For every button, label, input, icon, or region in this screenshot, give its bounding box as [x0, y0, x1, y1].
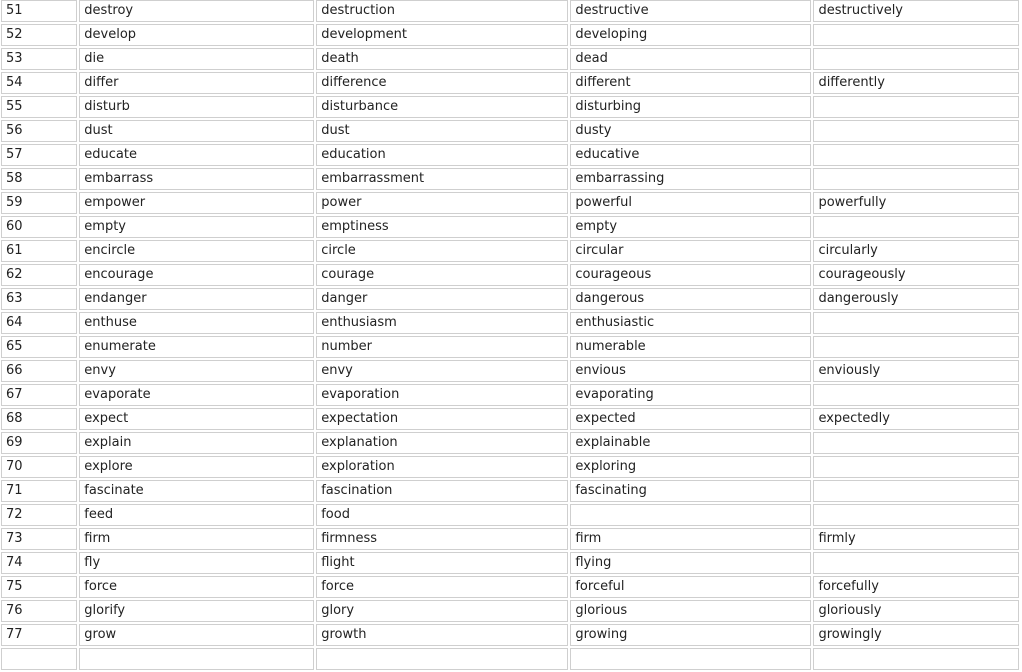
- table-row: [1, 384, 1019, 406]
- row-number-cell: 56: [1, 120, 77, 142]
- adjective-cell: growing: [570, 624, 811, 646]
- table-row: [1, 0, 1019, 22]
- table-row: [1, 504, 1019, 526]
- table-row: [1, 168, 1019, 190]
- noun-cell: evaporation: [316, 384, 568, 406]
- adverb-cell: enviously: [813, 360, 1019, 382]
- verb-cell: differ: [79, 72, 314, 94]
- row-number-cell: 66: [1, 360, 77, 382]
- row-number-cell: 58: [1, 168, 77, 190]
- row-number-cell: 76: [1, 600, 77, 622]
- adjective-cell: evaporating: [570, 384, 811, 406]
- adjective-cell: expected: [570, 408, 811, 430]
- adverb-cell: growingly: [813, 624, 1019, 646]
- noun-cell: flight: [316, 552, 568, 574]
- verb-cell: disturb: [79, 96, 314, 118]
- table-row: [1, 600, 1019, 622]
- verb-cell: explain: [79, 432, 314, 454]
- row-number-cell: 61: [1, 240, 77, 262]
- noun-cell: dust: [316, 120, 568, 142]
- verb-cell: feed: [79, 504, 314, 526]
- adverb-cell: [813, 432, 1019, 454]
- row-number-cell: 74: [1, 552, 77, 574]
- table-row: [1, 48, 1019, 70]
- table-row: [1, 192, 1019, 214]
- adverb-cell: expectedly: [813, 408, 1019, 430]
- verb-cell: glorify: [79, 600, 314, 622]
- row-number-cell: 73: [1, 528, 77, 550]
- noun-cell: power: [316, 192, 568, 214]
- noun-cell: firmness: [316, 528, 568, 550]
- adjective-cell: disturbing: [570, 96, 811, 118]
- adjective-cell: envious: [570, 360, 811, 382]
- row-number-cell: 69: [1, 432, 77, 454]
- verb-cell: destroy: [79, 0, 314, 22]
- adjective-cell: circular: [570, 240, 811, 262]
- table-row: [1, 96, 1019, 118]
- table-row: [1, 312, 1019, 334]
- adjective-cell: educative: [570, 144, 811, 166]
- row-number-cell: 62: [1, 264, 77, 286]
- table-row: [1, 24, 1019, 46]
- table-row: [1, 408, 1019, 430]
- verb-cell: educate: [79, 144, 314, 166]
- adverb-cell: [813, 480, 1019, 502]
- verb-cell: enumerate: [79, 336, 314, 358]
- verb-cell: [79, 648, 314, 670]
- adjective-cell: dangerous: [570, 288, 811, 310]
- row-number-cell: 65: [1, 336, 77, 358]
- adverb-cell: [813, 168, 1019, 190]
- noun-cell: circle: [316, 240, 568, 262]
- row-number-cell: 53: [1, 48, 77, 70]
- adverb-cell: forcefully: [813, 576, 1019, 598]
- table-row: [1, 216, 1019, 238]
- row-number-cell: 75: [1, 576, 77, 598]
- table-row: [1, 264, 1019, 286]
- table-row: [1, 72, 1019, 94]
- row-number-cell: 68: [1, 408, 77, 430]
- adverb-cell: [813, 48, 1019, 70]
- adverb-cell: [813, 504, 1019, 526]
- noun-cell: number: [316, 336, 568, 358]
- adverb-cell: [813, 336, 1019, 358]
- adjective-cell: dusty: [570, 120, 811, 142]
- adverb-cell: [813, 144, 1019, 166]
- table-row: [1, 240, 1019, 262]
- verb-cell: empower: [79, 192, 314, 214]
- noun-cell: growth: [316, 624, 568, 646]
- noun-cell: exploration: [316, 456, 568, 478]
- adverb-cell: [813, 312, 1019, 334]
- adverb-cell: gloriously: [813, 600, 1019, 622]
- noun-cell: enthusiasm: [316, 312, 568, 334]
- adjective-cell: exploring: [570, 456, 811, 478]
- noun-cell: emptiness: [316, 216, 568, 238]
- table-row: [1, 144, 1019, 166]
- verb-cell: encircle: [79, 240, 314, 262]
- noun-cell: courage: [316, 264, 568, 286]
- adjective-cell: embarrassing: [570, 168, 811, 190]
- noun-cell: danger: [316, 288, 568, 310]
- adjective-cell: [570, 648, 811, 670]
- table-row: [1, 648, 1019, 670]
- adverb-cell: destructively: [813, 0, 1019, 22]
- noun-cell: destruction: [316, 0, 568, 22]
- adverb-cell: [813, 384, 1019, 406]
- row-number-cell: 60: [1, 216, 77, 238]
- word-forms-table-body: [1, 0, 1019, 670]
- row-number-cell: 57: [1, 144, 77, 166]
- row-number-cell: 67: [1, 384, 77, 406]
- noun-cell: difference: [316, 72, 568, 94]
- noun-cell: disturbance: [316, 96, 568, 118]
- row-number-cell: 72: [1, 504, 77, 526]
- adjective-cell: developing: [570, 24, 811, 46]
- adjective-cell: different: [570, 72, 811, 94]
- adjective-cell: flying: [570, 552, 811, 574]
- row-number-cell: 64: [1, 312, 77, 334]
- noun-cell: explanation: [316, 432, 568, 454]
- verb-cell: encourage: [79, 264, 314, 286]
- verb-cell: firm: [79, 528, 314, 550]
- noun-cell: expectation: [316, 408, 568, 430]
- adverb-cell: [813, 96, 1019, 118]
- adjective-cell: forceful: [570, 576, 811, 598]
- verb-cell: envy: [79, 360, 314, 382]
- adjective-cell: destructive: [570, 0, 811, 22]
- verb-cell: embarrass: [79, 168, 314, 190]
- adverb-cell: [813, 456, 1019, 478]
- adverb-cell: [813, 648, 1019, 670]
- adjective-cell: numerable: [570, 336, 811, 358]
- adjective-cell: [570, 504, 811, 526]
- table-row: [1, 456, 1019, 478]
- adjective-cell: courageous: [570, 264, 811, 286]
- verb-cell: develop: [79, 24, 314, 46]
- noun-cell: education: [316, 144, 568, 166]
- row-number-cell: 52: [1, 24, 77, 46]
- adjective-cell: empty: [570, 216, 811, 238]
- row-number-cell: 63: [1, 288, 77, 310]
- table-row: [1, 480, 1019, 502]
- adjective-cell: explainable: [570, 432, 811, 454]
- adjective-cell: glorious: [570, 600, 811, 622]
- table-row: [1, 552, 1019, 574]
- table-row: [1, 288, 1019, 310]
- noun-cell: force: [316, 576, 568, 598]
- verb-cell: die: [79, 48, 314, 70]
- verb-cell: force: [79, 576, 314, 598]
- adjective-cell: dead: [570, 48, 811, 70]
- noun-cell: embarrassment: [316, 168, 568, 190]
- row-number-cell: [1, 648, 77, 670]
- row-number-cell: 70: [1, 456, 77, 478]
- verb-cell: expect: [79, 408, 314, 430]
- adjective-cell: powerful: [570, 192, 811, 214]
- verb-cell: dust: [79, 120, 314, 142]
- row-number-cell: 51: [1, 0, 77, 22]
- table-row: [1, 576, 1019, 598]
- adverb-cell: powerfully: [813, 192, 1019, 214]
- adverb-cell: [813, 216, 1019, 238]
- adverb-cell: differently: [813, 72, 1019, 94]
- row-number-cell: 71: [1, 480, 77, 502]
- verb-cell: grow: [79, 624, 314, 646]
- row-number-cell: 55: [1, 96, 77, 118]
- verb-cell: empty: [79, 216, 314, 238]
- verb-cell: fly: [79, 552, 314, 574]
- noun-cell: food: [316, 504, 568, 526]
- noun-cell: development: [316, 24, 568, 46]
- adverb-cell: firmly: [813, 528, 1019, 550]
- adjective-cell: firm: [570, 528, 811, 550]
- adverb-cell: [813, 120, 1019, 142]
- table-row: [1, 336, 1019, 358]
- adverb-cell: [813, 24, 1019, 46]
- row-number-cell: 54: [1, 72, 77, 94]
- verb-cell: enthuse: [79, 312, 314, 334]
- adjective-cell: enthusiastic: [570, 312, 811, 334]
- row-number-cell: 59: [1, 192, 77, 214]
- table-row: [1, 360, 1019, 382]
- noun-cell: death: [316, 48, 568, 70]
- verb-cell: fascinate: [79, 480, 314, 502]
- adverb-cell: dangerously: [813, 288, 1019, 310]
- verb-cell: explore: [79, 456, 314, 478]
- verb-cell: endanger: [79, 288, 314, 310]
- row-number-cell: 77: [1, 624, 77, 646]
- adverb-cell: circularly: [813, 240, 1019, 262]
- adverb-cell: courageously: [813, 264, 1019, 286]
- noun-cell: fascination: [316, 480, 568, 502]
- table-row: [1, 528, 1019, 550]
- noun-cell: glory: [316, 600, 568, 622]
- noun-cell: envy: [316, 360, 568, 382]
- verb-cell: evaporate: [79, 384, 314, 406]
- table-row: [1, 624, 1019, 646]
- table-row: [1, 432, 1019, 454]
- adjective-cell: fascinating: [570, 480, 811, 502]
- noun-cell: [316, 648, 568, 670]
- adverb-cell: [813, 552, 1019, 574]
- table-row: [1, 120, 1019, 142]
